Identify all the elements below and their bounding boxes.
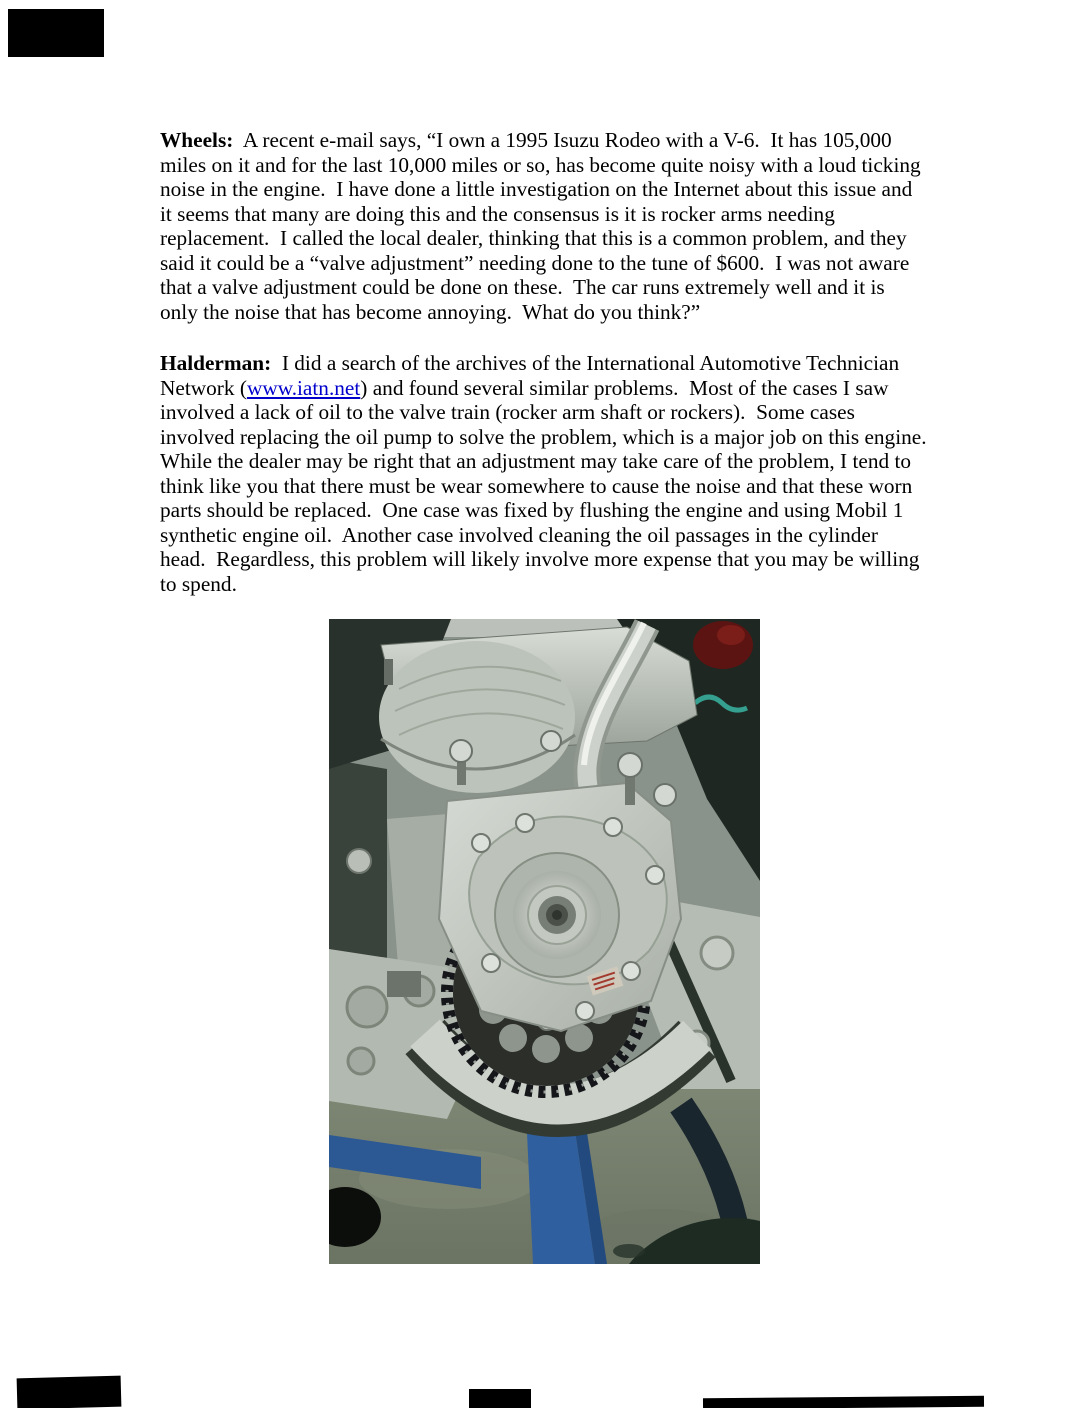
text-line [160, 376, 960, 401]
text-line [160, 449, 960, 474]
scan-artifact-bottom-center [469, 1389, 531, 1408]
text-line [160, 300, 960, 325]
text-line [160, 400, 960, 425]
text-segment: only the noise that has become annoying. What do you think?” [160, 299, 701, 324]
text-line [160, 177, 960, 202]
text-line [160, 498, 960, 523]
text-line [160, 425, 960, 450]
paragraph-lead-label: Halderman: [160, 351, 272, 375]
text-line [160, 523, 960, 548]
text-line [160, 251, 960, 276]
text-line [160, 572, 960, 597]
text-line [160, 351, 960, 376]
text-segment: said it could be a “valve adjustment” needing done to the tune of $600. I was not aware [160, 250, 910, 275]
text-line [160, 547, 960, 572]
text-segment: that a valve adjustment could be done on these. The car runs extremely well and it is [160, 275, 885, 299]
engine-photo [329, 619, 760, 1264]
text-segment: miles on it and for the last 10,000 miles or so, has become quite noisy with a loud ticking [160, 152, 921, 177]
text-segment: noise in the engine. I have done a little investigation on the Internet about this issue and [160, 177, 913, 201]
halderman-paragraph [160, 351, 960, 596]
text-segment: parts should be replaced. One case was fixed by flushing the engine and using Mobil 1 [160, 498, 904, 522]
scan-artifact-top-left [8, 9, 104, 57]
text-line [160, 474, 960, 499]
engine-photo-graphic [329, 619, 760, 1264]
text-line [160, 128, 960, 153]
text-segment: synthetic engine oil. Another case involved cleaning the oil passages in the cylinder [160, 522, 878, 547]
text-segment: involved a lack of oil to the valve train (rocker arm shaft or rockers). Some cases [160, 400, 855, 424]
text-line [160, 226, 960, 251]
text-segment: While the dealer may be right that an adjustment may take care of the problem, I tend to [160, 449, 912, 473]
text-segment: A recent e-mail says, “I own a 1995 Isuzu Rodeo with a V-6. It has 105,000 [233, 128, 892, 152]
paragraph-lead-label: Wheels: [160, 128, 234, 152]
text-segment: replacement. I called the local dealer, thinking that this is a common problem, and they [160, 226, 907, 250]
scan-artifact-bottom-left [17, 1376, 122, 1408]
text-segment: ) and found several similar problems. Most of the cases I saw [360, 375, 889, 400]
iatn-net-link[interactable]: www.iatn.net [246, 375, 361, 400]
text-segment: Network ( [160, 375, 247, 400]
text-line [160, 202, 960, 227]
scan-artifact-bottom-right [703, 1396, 984, 1408]
text-segment: I did a search of the archives of the International Automotive Technician [271, 351, 900, 375]
article-text [160, 128, 960, 596]
text-segment: involved replacing the oil pump to solve the problem, which is a major job on this engine. [160, 424, 927, 449]
text-segment: think like you that there must be wear somewhere to cause the noise and that these worn [160, 473, 913, 498]
text-segment: it seems that many are doing this and the consensus is it is rocker arms needing [160, 201, 835, 226]
wheels-paragraph [160, 128, 960, 324]
text-line [160, 275, 960, 300]
text-segment: to spend. [160, 571, 237, 596]
text-line [160, 153, 960, 178]
text-segment: head. Regardless, this problem will likely involve more expense that you may be willing [160, 547, 920, 571]
